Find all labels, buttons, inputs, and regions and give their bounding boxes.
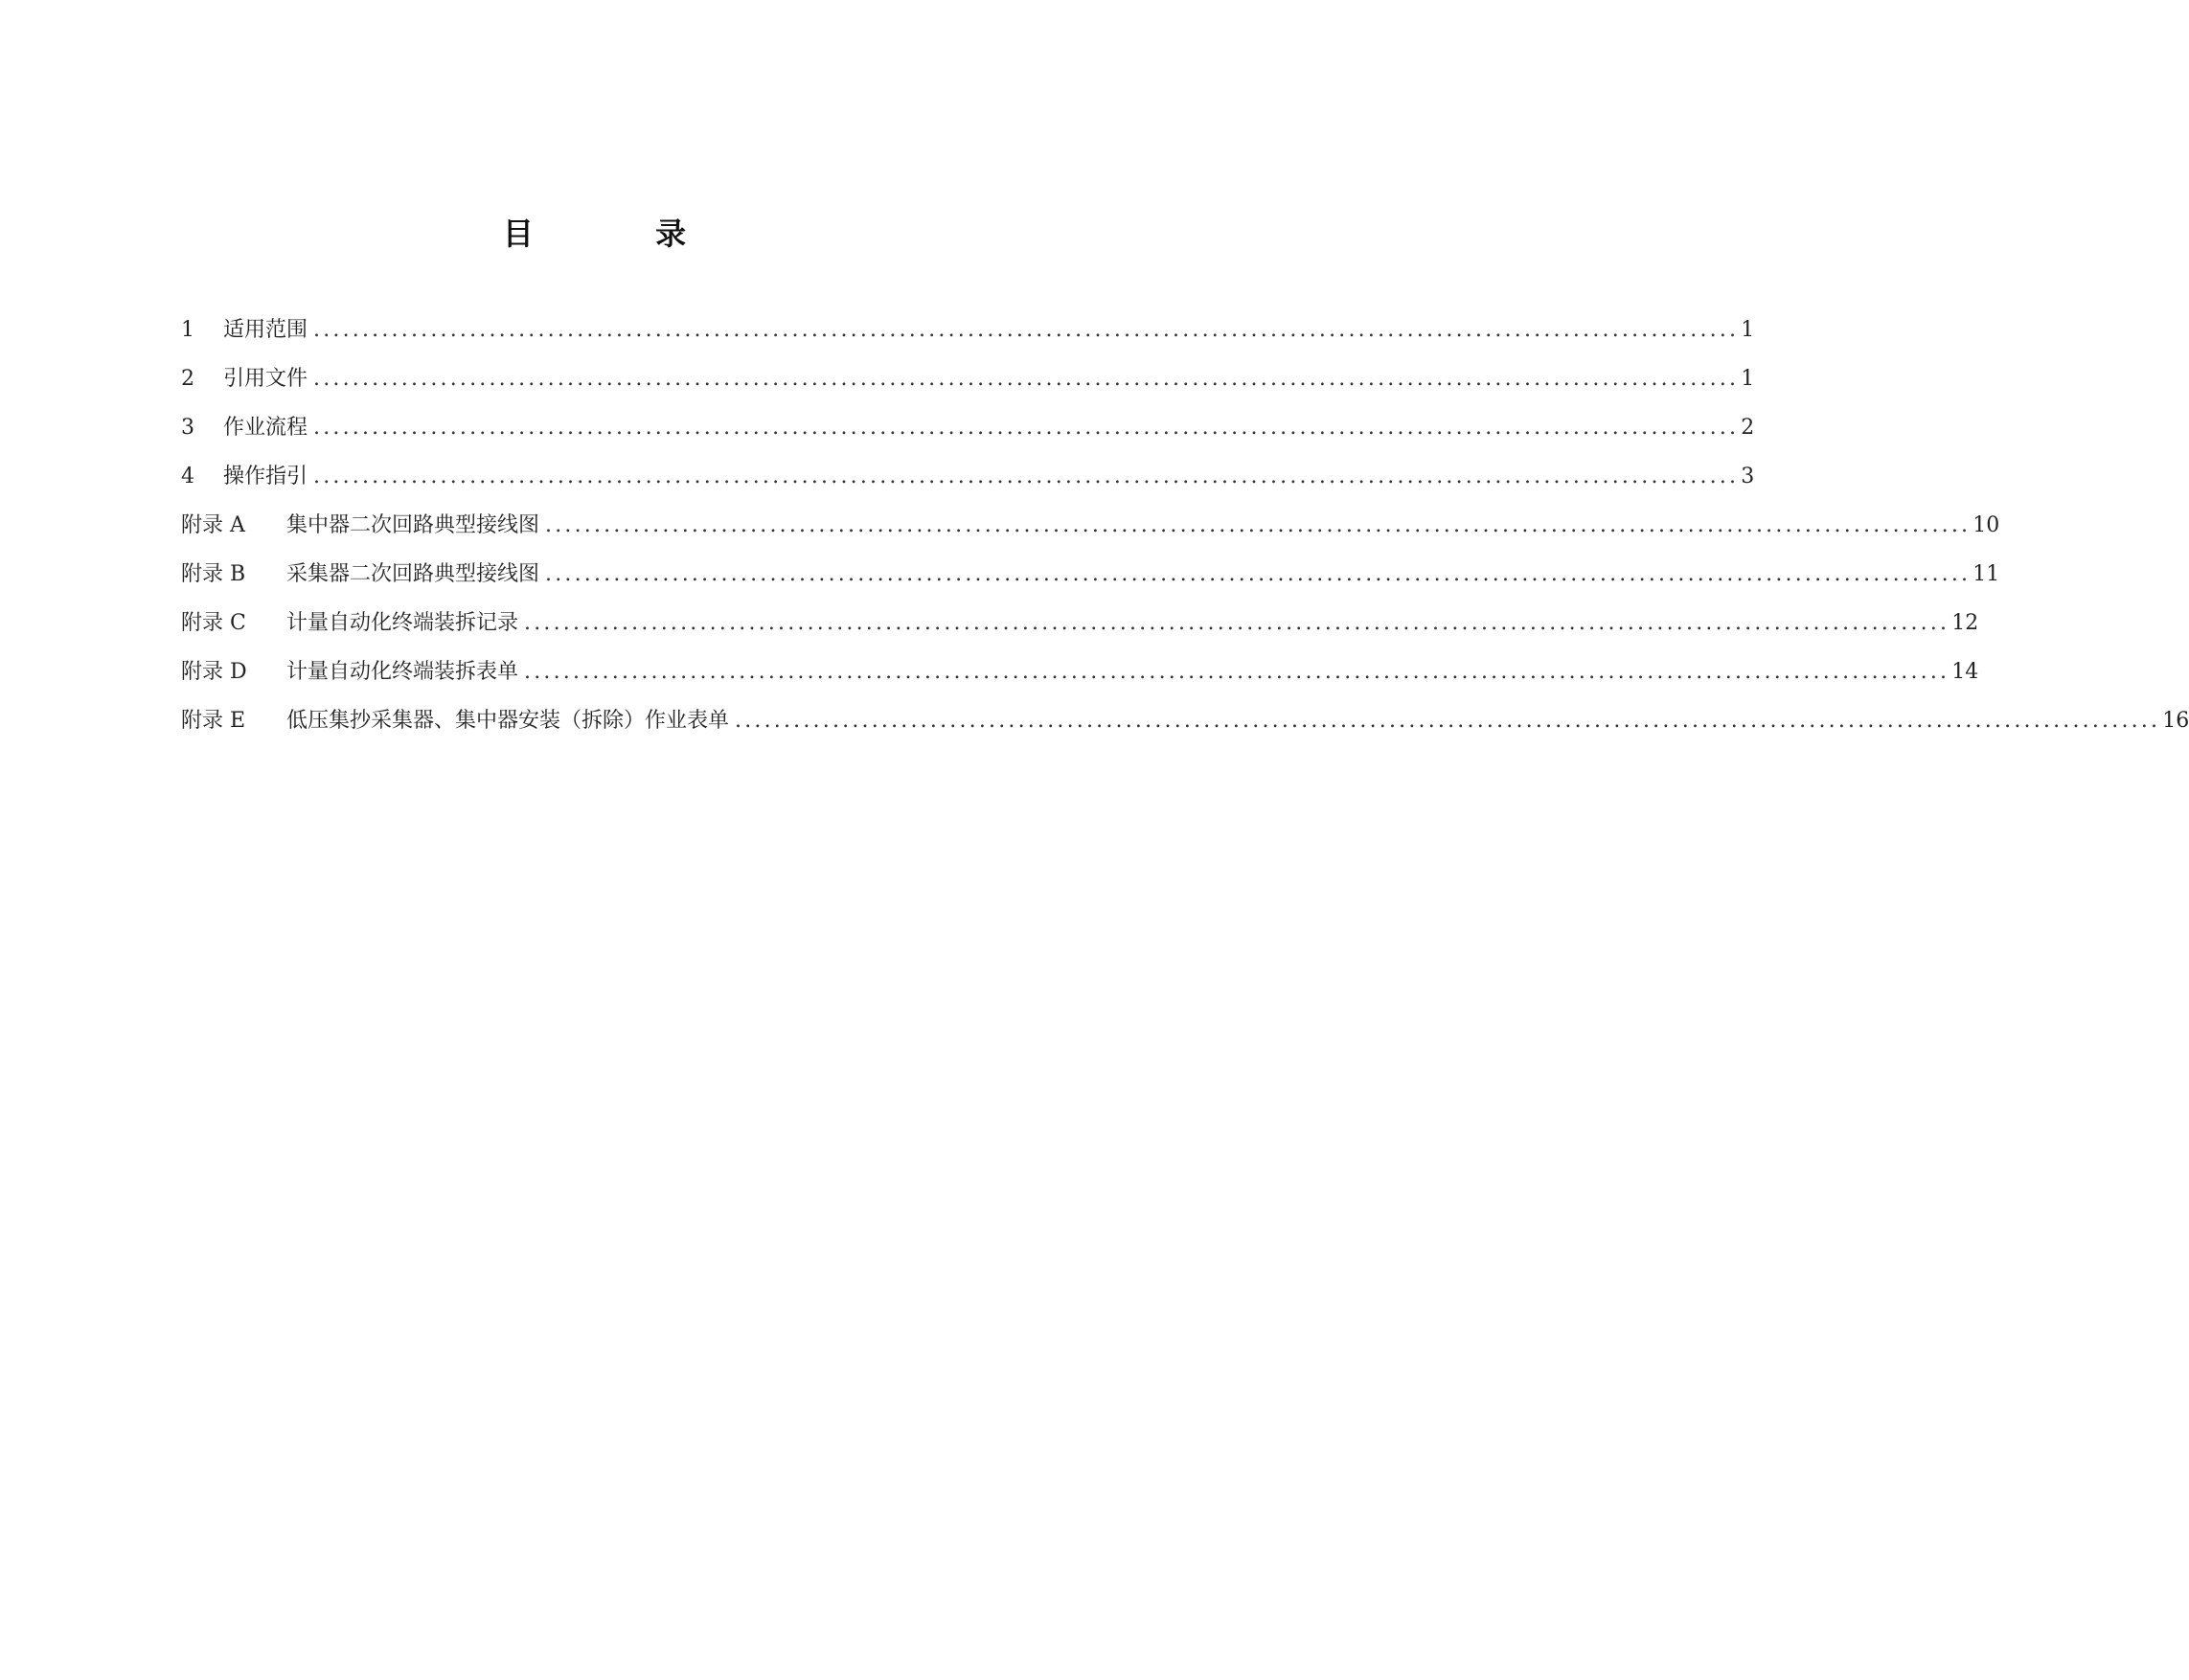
toc-page-number: 10 bbox=[1972, 513, 2000, 537]
toc-entry-appendix-d[interactable] bbox=[181, 656, 1979, 705]
toc-dot-leader: .................................................................................................................................................. bbox=[524, 611, 1950, 635]
toc-entry-title: 作业流程 bbox=[223, 416, 308, 440]
toc-entry-title: 适用范围 bbox=[223, 318, 308, 342]
toc-entry-number: 附录 D bbox=[181, 660, 247, 684]
toc-entry-title: 低压集抄采集器、集中器安装（拆除）作业表单 bbox=[286, 709, 730, 733]
toc-entry-title: 引用文件 bbox=[223, 367, 308, 391]
toc-page-number: 12 bbox=[1951, 611, 1979, 635]
toc-entry-number: 2 bbox=[181, 367, 194, 391]
toc-dot-leader: .................................................................................................................................................. bbox=[545, 513, 1972, 537]
toc-entry-appendix-b[interactable] bbox=[181, 558, 2000, 607]
toc-entry-number: 附录 B bbox=[181, 562, 246, 586]
toc-entry-number: 3 bbox=[181, 416, 194, 440]
toc-dot-leader: .................................................................................................................................................. bbox=[313, 318, 1740, 342]
toc-entry-workflow[interactable] bbox=[181, 412, 1755, 461]
toc-entry-operation-guide[interactable] bbox=[181, 461, 1755, 510]
table-of-contents bbox=[181, 314, 2189, 754]
toc-page-number: 11 bbox=[1972, 562, 2000, 586]
toc-dot-leader: .................................................................................................................................................. bbox=[524, 660, 1950, 684]
toc-dot-leader: .................................................................................................................................................. bbox=[545, 562, 1972, 586]
toc-page-number: 1 bbox=[1741, 318, 1755, 342]
toc-dot-leader: .................................................................................................................................................. bbox=[313, 416, 1740, 440]
toc-entry-number: 附录 C bbox=[181, 611, 246, 635]
toc-entry-title: 操作指引 bbox=[223, 465, 308, 488]
toc-dot-leader: .................................................................................................................................................. bbox=[313, 367, 1740, 391]
toc-entry-scope[interactable] bbox=[181, 314, 1755, 363]
toc-entry-title: 计量自动化终端装拆记录 bbox=[286, 611, 519, 635]
toc-entry-title: 采集器二次回路典型接线图 bbox=[286, 562, 540, 586]
toc-dot-leader: .................................................................................................................................................. bbox=[735, 709, 2161, 733]
toc-title: 目 录 bbox=[502, 216, 742, 252]
toc-entry-title: 集中器二次回路典型接线图 bbox=[286, 513, 540, 537]
toc-entry-number: 附录 A bbox=[181, 513, 245, 537]
toc-entry-number: 附录 E bbox=[181, 709, 246, 733]
toc-entry-title: 计量自动化终端装拆表单 bbox=[286, 660, 519, 684]
toc-entry-number: 4 bbox=[181, 465, 194, 488]
toc-entry-references[interactable] bbox=[181, 363, 1755, 412]
toc-entry-number: 1 bbox=[181, 318, 194, 342]
toc-page-number: 1 bbox=[1741, 367, 1755, 391]
toc-entry-appendix-a[interactable] bbox=[181, 510, 2000, 558]
toc-page-number: 3 bbox=[1741, 465, 1755, 488]
toc-page-number: 16 bbox=[2162, 709, 2189, 733]
toc-dot-leader: .................................................................................................................................................. bbox=[313, 465, 1740, 488]
toc-page-number: 14 bbox=[1951, 660, 1979, 684]
toc-page-number: 2 bbox=[1741, 416, 1755, 440]
toc-entry-appendix-c[interactable] bbox=[181, 607, 1979, 656]
toc-entry-appendix-e[interactable] bbox=[181, 705, 2189, 754]
